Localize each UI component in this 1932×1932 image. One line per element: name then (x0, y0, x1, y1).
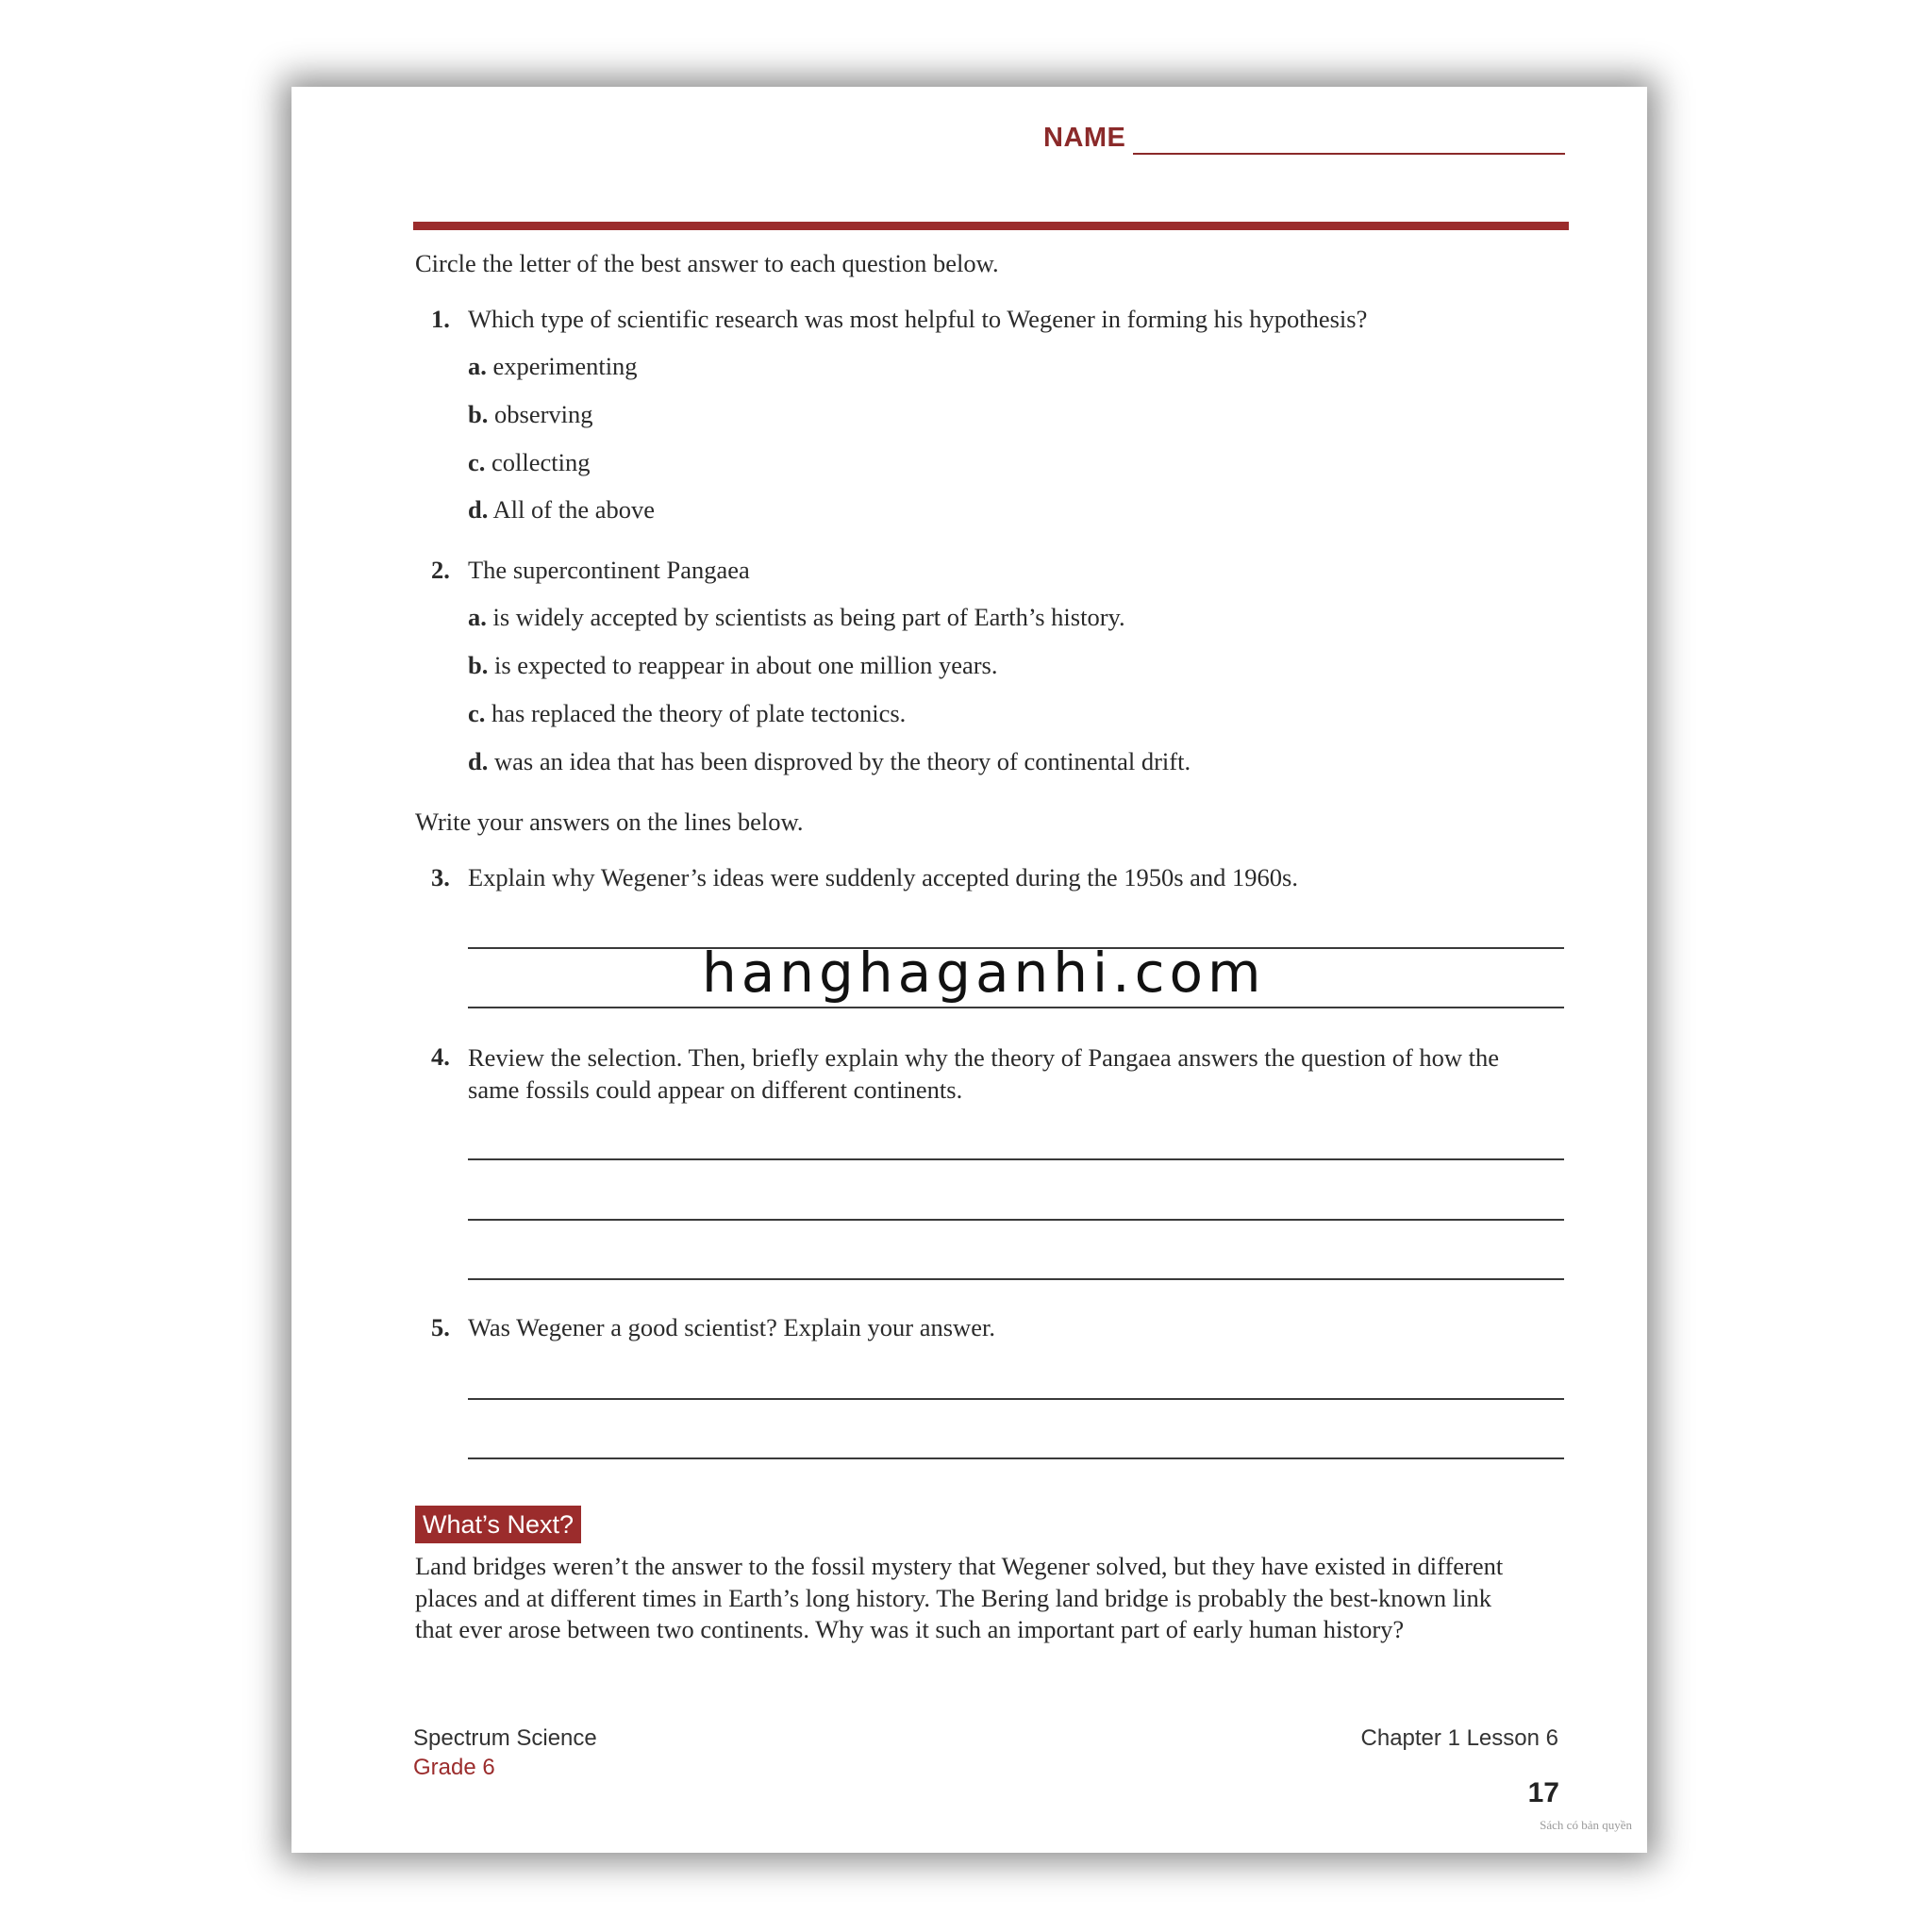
option-letter: b. (468, 400, 489, 428)
answer-line[interactable] (468, 1158, 1564, 1160)
question-2-text: The supercontinent Pangaea (468, 556, 750, 584)
q2-option-c[interactable] (468, 698, 906, 728)
option-text: observing (494, 400, 593, 428)
answer-line[interactable] (468, 1278, 1564, 1280)
question-3-text: Explain why Wegener’s ideas were suddenly accepted during the 1950s and 1960s. (468, 863, 1298, 891)
whats-next-heading: What’s Next? (415, 1506, 581, 1543)
question-2-number: 2. (431, 556, 450, 584)
option-letter: d. (468, 495, 489, 524)
option-text: has replaced the theory of plate tectonics. (491, 699, 907, 727)
option-text: is expected to reappear in about one million years. (494, 651, 998, 679)
header-rule (413, 222, 1569, 230)
option-letter: a. (468, 352, 487, 380)
question-5-number: 5. (431, 1313, 450, 1341)
answer-line[interactable] (468, 1457, 1564, 1459)
option-text: is widely accepted by scientists as being part of Earth’s history. (492, 603, 1125, 631)
option-text: experimenting (492, 352, 638, 380)
option-letter: b. (468, 651, 489, 679)
option-letter: d. (468, 747, 489, 775)
q2-option-d[interactable] (468, 746, 1191, 776)
option-text: All of the above (492, 495, 656, 524)
answer-line[interactable] (468, 1007, 1564, 1008)
q2-option-a[interactable] (468, 602, 1125, 632)
q1-option-a[interactable] (468, 351, 638, 381)
instructions-written: Write your answers on the lines below. (415, 808, 804, 836)
option-letter: c. (468, 448, 486, 476)
watermark: hanghaganhi.com (702, 941, 1266, 1005)
copyright-note: Sách có bản quyền (1540, 1818, 1632, 1832)
worksheet-page (291, 87, 1647, 1853)
question-4-number: 4. (431, 1042, 450, 1071)
footer-grade: Grade 6 (413, 1755, 495, 1780)
question-1-text: Which type of scientific research was most helpful to Wegener in forming his hypothesis? (468, 305, 1368, 333)
question-5-text: Was Wegener a good scientist? Explain your answer. (468, 1313, 995, 1341)
answer-line[interactable] (468, 1398, 1564, 1400)
option-letter: c. (468, 699, 486, 727)
footer-brand: Spectrum Science (413, 1725, 597, 1751)
q1-option-b[interactable] (468, 399, 593, 429)
q1-option-d[interactable] (468, 494, 655, 525)
q1-option-c[interactable] (468, 447, 591, 477)
q2-option-b[interactable] (468, 650, 998, 680)
footer-chapter: Chapter 1 Lesson 6 (1360, 1725, 1558, 1751)
name-blank-line[interactable] (1133, 153, 1565, 155)
answer-line[interactable] (468, 1219, 1564, 1221)
option-text: was an idea that has been disproved by the theory of continental drift. (494, 747, 1191, 775)
question-4-text: Review the selection. Then, briefly explain why the theory of Pangaea answers the question of how the same fossils could appear on different continents. (468, 1043, 1500, 1104)
question-3-number: 3. (431, 863, 450, 891)
whats-next-body: Land bridges weren’t the answer to the fossil mystery that Wegener solved, but they have existed in different places and at different times in Earth’s long history. The Bering land bridge is probably the best-known link that ever arose between two continents. Why was it such an important part of early human history? (415, 1552, 1504, 1643)
page-number: 17 (1527, 1777, 1559, 1808)
instructions-multiple-choice: Circle the letter of the best answer to each question below. (415, 249, 999, 277)
option-text: collecting (491, 448, 591, 476)
question-1-number: 1. (431, 305, 450, 333)
name-label: NAME (1043, 123, 1126, 153)
option-letter: a. (468, 603, 487, 631)
